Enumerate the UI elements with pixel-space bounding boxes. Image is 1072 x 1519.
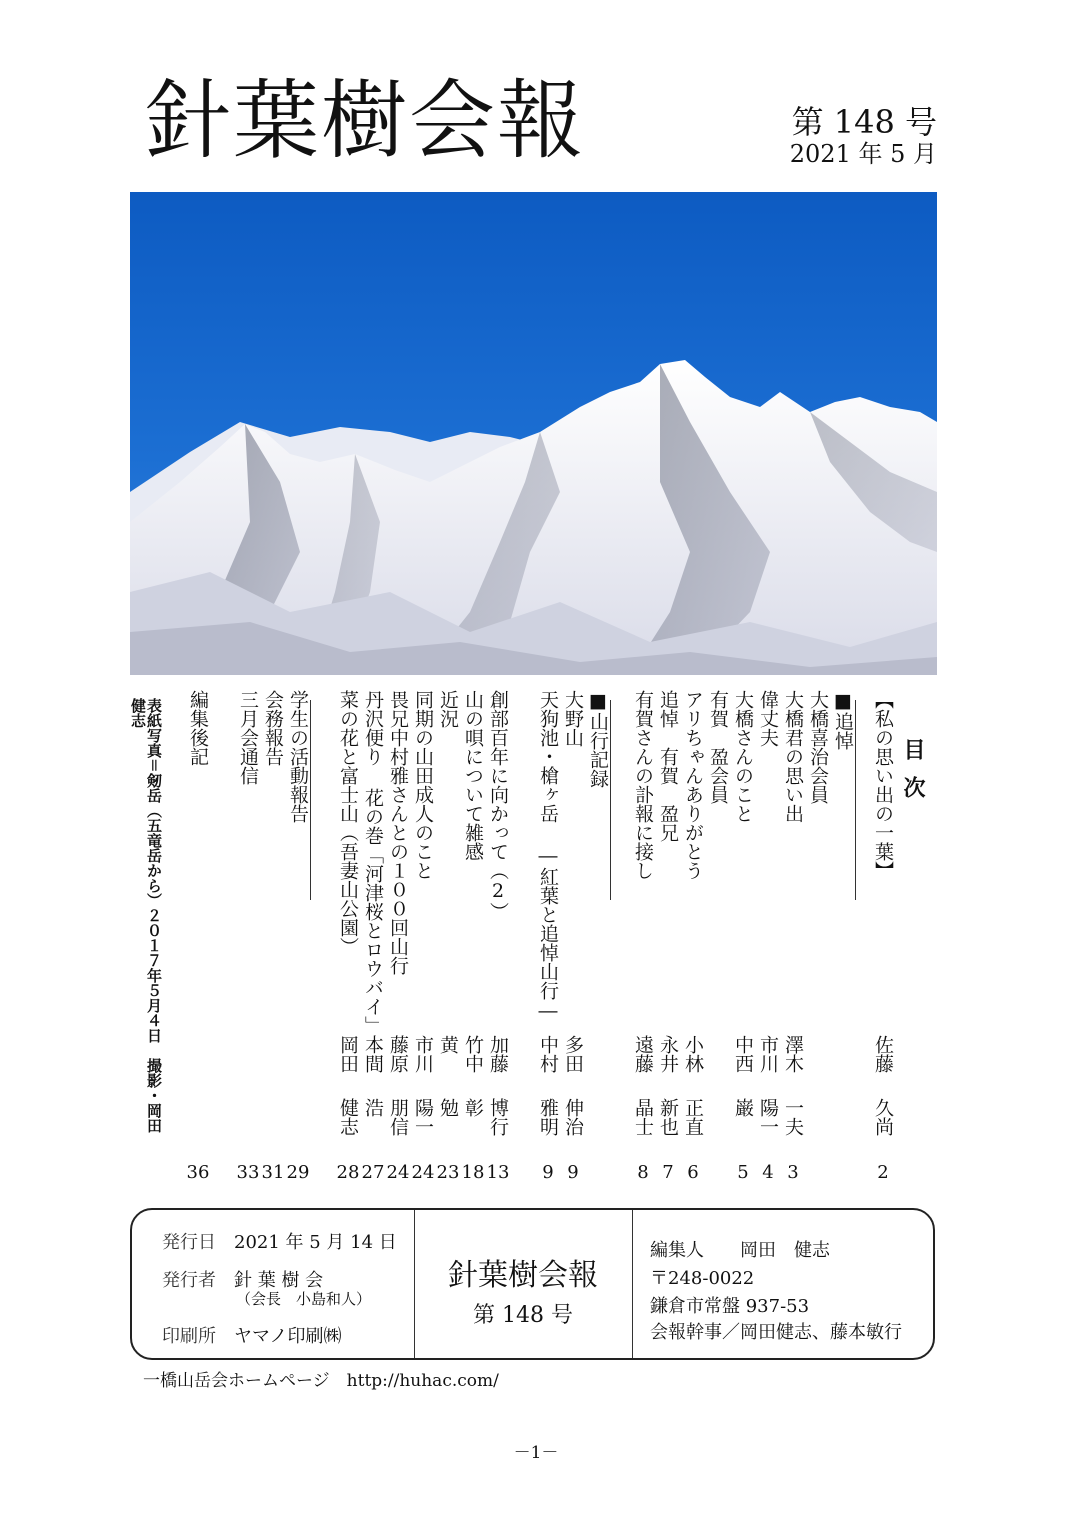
issue-date: 2021 年 5 月: [789, 139, 937, 168]
toc-entry-author-surname: 市川: [757, 1035, 779, 1073]
toc-entry-author-given-name: 新也: [657, 1098, 679, 1136]
postal-code: 〒248-0022: [650, 1268, 755, 1289]
toc-entry-author-given-name: 晶士: [632, 1098, 654, 1136]
toc-entry-author-surname: 小林: [682, 1035, 704, 1073]
toc-entry-author-surname: 中村: [537, 1035, 559, 1073]
printer-value: ヤマノ印刷㈱: [234, 1326, 342, 1347]
toc-entry-author-surname: 藤原: [387, 1035, 409, 1073]
toc-entry-author-surname: 本間: [362, 1035, 384, 1073]
toc-entry-title: 近況: [437, 690, 459, 728]
cover-caption: 表紙写真＝剱岳（五竜岳から）２０１７年５月４日 撮影・岡田健志: [129, 698, 163, 1133]
toc-entry-page: 6: [687, 1162, 699, 1183]
toc-entry-title: ■山行記録: [587, 690, 609, 788]
toc-entry-page: 13: [486, 1162, 510, 1183]
toc-entry-title: 山の唄について雑感: [462, 690, 484, 861]
issue-info: [790, 104, 937, 168]
toc-entry-page: 9: [567, 1162, 579, 1183]
toc-entry-page: 29: [286, 1162, 310, 1183]
mountain-illustration: [130, 192, 937, 675]
toc-entry-page: 24: [411, 1162, 435, 1183]
toc-entry: [410, 690, 436, 1136]
masthead-title: 針葉樹会報: [145, 71, 585, 171]
toc-entry: [585, 690, 611, 1130]
staff-line: 会報幹事／岡田健志、藤本敏行: [650, 1322, 902, 1343]
toc-entry-author-surname: 岡田: [337, 1035, 359, 1073]
toc-entry-title: 天狗池・槍ヶ岳 ―紅葉と追悼山行―: [537, 690, 559, 1022]
issue-date-row: [162, 1228, 397, 1254]
toc-entry: [730, 690, 756, 1130]
toc-entry: [335, 690, 361, 1136]
toc-entry-author-surname: 佐藤: [872, 1035, 894, 1073]
colophon-publication-details: [132, 1210, 415, 1358]
toc-entry-title: 編集後記: [187, 690, 209, 766]
toc-entry: [285, 690, 311, 1130]
toc-entry-title: 三月会通信: [237, 690, 259, 785]
toc-entry-author-given-name: 陽一: [412, 1098, 434, 1136]
toc-entry-title: 会務報告: [262, 690, 284, 766]
toc-entry-author-given-name: 彰: [462, 1098, 484, 1117]
toc-entry: [680, 690, 706, 1136]
toc-entry: [805, 690, 831, 1130]
toc-divider: [310, 700, 311, 900]
toc-entry-page: 8: [637, 1162, 649, 1183]
toc-entry-author-surname: 竹中: [462, 1035, 484, 1073]
toc-entry-title: 学生の活動報告: [287, 690, 309, 823]
toc-entry-author-surname: 黄: [437, 1035, 459, 1054]
toc-entry-author-given-name: 雅明: [537, 1098, 559, 1136]
toc-entry-page: 23: [436, 1162, 460, 1183]
toc-entry-page: 31: [261, 1162, 285, 1183]
toc-entry-author-given-name: 正直: [682, 1098, 704, 1136]
toc-entry-author-surname: 永井: [657, 1035, 679, 1073]
publisher-label: 発行者: [162, 1270, 216, 1291]
toc-entry: [385, 690, 411, 1136]
toc-entry-title: 丹沢便り 花の巻「河津桜とロウバイ」: [362, 690, 384, 1035]
toc-entry-page: 2: [877, 1162, 889, 1183]
toc-entry-author-given-name: 陽一: [757, 1098, 779, 1136]
toc-entry-title: 大野山: [562, 690, 584, 747]
toc-entry: [705, 690, 731, 1130]
toc-entry: [630, 690, 656, 1136]
toc-entry-page: 28: [336, 1162, 360, 1183]
issue-date-value: 2021 年 5 月 14 日: [234, 1232, 397, 1253]
toc-entry-author-surname: 中西: [732, 1035, 754, 1073]
toc-entry-title: 創部百年に向かって（2）: [487, 690, 509, 921]
toc-entry-page: 33: [236, 1162, 260, 1183]
toc-entry-title: 同期の山田成人のこと: [412, 690, 434, 880]
toc-entry-author-surname: 加藤: [487, 1035, 509, 1073]
toc-entry-author-given-name: 勉: [437, 1098, 459, 1117]
toc-entry: [485, 690, 511, 1136]
toc-entry-author-given-name: 朋信: [387, 1098, 409, 1136]
issue-date-label: 発行日: [162, 1232, 216, 1253]
table-of-contents: [130, 690, 937, 1200]
address-line: 鎌倉市常盤 937-53: [650, 1296, 810, 1317]
toc-entry-title: 大橋喜治会員: [807, 690, 829, 804]
toc-heading: 目次: [900, 738, 926, 814]
toc-entry-author-surname: 澤木: [782, 1035, 804, 1073]
toc-entry: [185, 690, 211, 1130]
toc-divider: [610, 700, 611, 900]
printer-row: [162, 1322, 341, 1348]
toc-entry: [260, 690, 286, 1130]
toc-entry: [755, 690, 781, 1136]
toc-entry: [535, 690, 561, 1136]
colophon-title-block: [414, 1210, 633, 1358]
toc-entry: [780, 690, 806, 1136]
colophon-title: 針葉樹会報: [448, 1258, 598, 1293]
homepage-link[interactable]: 一橋山岳会ホームページ http://huhac.com/: [143, 1371, 499, 1391]
toc-entry-author-given-name: 伸治: [562, 1098, 584, 1136]
president-note: （会長 小島和人）: [236, 1290, 372, 1308]
toc-entry: [655, 690, 681, 1136]
toc-entry: [460, 690, 486, 1130]
printer-label: 印刷所: [162, 1326, 216, 1347]
toc-entry-title: 追悼 有賀 盈兄: [657, 690, 679, 842]
toc-entry-page: 3: [787, 1162, 799, 1183]
toc-entry: [870, 690, 896, 1136]
toc-entry-title: 【私の思い出の一葉】: [872, 690, 894, 880]
toc-entry-title: 偉丈夫: [757, 690, 779, 747]
toc-entry-page: 4: [762, 1162, 774, 1183]
toc-entry-author-given-name: 一夫: [782, 1098, 804, 1136]
cover-photo: [130, 192, 937, 675]
toc-entry-page: 27: [361, 1162, 385, 1183]
toc-entry-page: 9: [542, 1162, 554, 1183]
toc-entry-author-given-name: 健志: [337, 1098, 359, 1136]
toc-entry-author-given-name: 久尚: [872, 1098, 894, 1136]
toc-entry-author-surname: 市川: [412, 1035, 434, 1073]
toc-entry-title: アリちゃんありがとう: [682, 690, 704, 880]
toc-entry-page: 7: [662, 1162, 674, 1183]
toc-divider: [855, 700, 856, 900]
toc-entry: [560, 690, 586, 1136]
editor-line: 編集人 岡田 健志: [650, 1240, 830, 1261]
toc-entry-title: 有賀さんの訃報に接し: [632, 690, 654, 880]
toc-entry-title: 有賀 盈会員: [707, 690, 729, 804]
toc-entry-author-given-name: 博行: [487, 1098, 509, 1136]
toc-entry-title: 菜の花と富士山（吾妻山公園）: [337, 690, 359, 956]
toc-entry-author-surname: 多田: [562, 1035, 584, 1073]
toc-entry-page: 5: [737, 1162, 749, 1183]
issue-number: 第 148 号: [791, 103, 937, 141]
toc-entry-author-surname: 遠藤: [632, 1035, 654, 1073]
toc-entry: [435, 690, 461, 1130]
toc-entry-author-given-name: 浩: [362, 1098, 384, 1117]
toc-entry: [830, 690, 856, 1130]
toc-entry-page: 24: [386, 1162, 410, 1183]
colophon-box: [130, 1208, 935, 1360]
colophon-issue: 第 148 号: [473, 1303, 573, 1328]
toc-entry: [360, 690, 386, 1130]
toc-entry-title: ■追悼: [832, 690, 854, 750]
page-number: －1－: [513, 1443, 559, 1463]
toc-entry-author-given-name: 巌: [732, 1098, 754, 1117]
publisher-value: 針 葉 樹 会: [234, 1270, 324, 1291]
toc-entry-page: 18: [461, 1162, 485, 1183]
colophon-editor-block: [632, 1210, 933, 1358]
toc-entry-title: 大橋君の思い出: [782, 690, 804, 823]
toc-entry: [235, 690, 261, 1130]
toc-entry-title: 大橋さんのこと: [732, 690, 754, 823]
toc-entry-title: 畏兄中村雅さんとの１００回山行: [387, 690, 409, 975]
toc-entry-page: 36: [186, 1162, 210, 1183]
